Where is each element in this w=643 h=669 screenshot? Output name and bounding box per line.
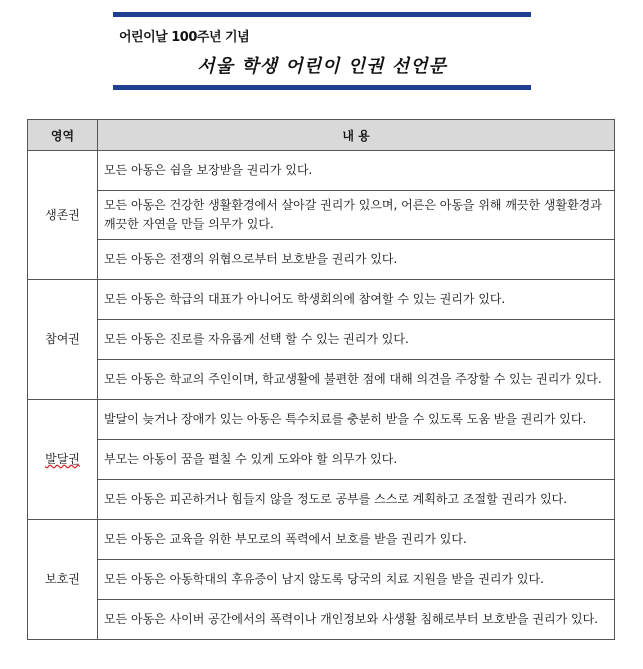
area-cell-development bbox=[28, 400, 98, 520]
table-row bbox=[28, 400, 615, 440]
right-item: 모든 아동은 쉼을 보장받을 권리가 있다. bbox=[98, 151, 615, 191]
table-row bbox=[28, 480, 615, 520]
right-item: 모든 아동은 학급의 대표가 아니어도 학생회의에 참여할 수 있는 권리가 있다. bbox=[98, 280, 615, 320]
right-item: 모든 아동은 사이버 공간에서의 폭력이나 개인정보와 사생활 침해로부터 보호받을 권리가 있다. bbox=[98, 600, 615, 640]
table-row bbox=[28, 151, 615, 191]
rights-table bbox=[27, 119, 615, 640]
document-title: 서울 학생 어린이 인권 선언문 bbox=[197, 56, 447, 77]
right-item: 발달이 늦거나 장애가 있는 아동은 특수치료를 충분히 받을 수 있도록 도움 받을 권리가 있다. bbox=[98, 400, 615, 440]
column-header-content: 내 용 bbox=[98, 120, 615, 151]
right-item: 모든 아동은 건강한 생활환경에서 살아갈 권리가 있으며, 어른은 아동을 위해 깨끗한 생활환경과 깨끗한 자연을 만들 의무가 있다. bbox=[98, 191, 615, 240]
header-top-rule bbox=[113, 12, 531, 17]
table-row bbox=[28, 240, 615, 280]
table-row bbox=[28, 600, 615, 640]
table-header-row bbox=[28, 120, 615, 151]
table-row bbox=[28, 440, 615, 480]
area-cell-survival: 생존권 bbox=[28, 151, 98, 280]
right-item: 모든 아동은 학교의 주인이며, 학교생활에 불편한 점에 대해 의견을 주장할 수 있는 권리가 있다. bbox=[98, 360, 615, 400]
right-item: 모든 아동은 진로를 자유롭게 선택 할 수 있는 권리가 있다. bbox=[98, 320, 615, 360]
right-item: 모든 아동은 피곤하거나 힘들지 않을 정도로 공부를 스스로 계획하고 조절할 권리가 있다. bbox=[98, 480, 615, 520]
table-row bbox=[28, 560, 615, 600]
table-row bbox=[28, 280, 615, 320]
right-item: 모든 아동은 아동학대의 후유증이 남지 않도록 당국의 치료 지원을 받을 권리가 있다. bbox=[98, 560, 615, 600]
area-label-development: 발달권 bbox=[45, 452, 80, 466]
column-header-area: 영역 bbox=[28, 120, 98, 151]
table-row bbox=[28, 360, 615, 400]
header-bottom-rule bbox=[113, 85, 531, 90]
document-subtitle: 어린이날 100주년 기념 bbox=[119, 30, 250, 45]
right-item: 부모는 아동이 꿈을 펼칠 수 있게 도와야 할 의무가 있다. bbox=[98, 440, 615, 480]
area-cell-protection: 보호권 bbox=[28, 520, 98, 640]
document-header bbox=[113, 12, 531, 90]
right-item: 모든 아동은 전쟁의 위협으로부터 보호받을 권리가 있다. bbox=[98, 240, 615, 280]
right-item: 모든 아동은 교육을 위한 부모로의 폭력에서 보호를 받을 권리가 있다. bbox=[98, 520, 615, 560]
table-row bbox=[28, 320, 615, 360]
table-row bbox=[28, 520, 615, 560]
area-cell-participation: 참여권 bbox=[28, 280, 98, 400]
table-row bbox=[28, 191, 615, 240]
